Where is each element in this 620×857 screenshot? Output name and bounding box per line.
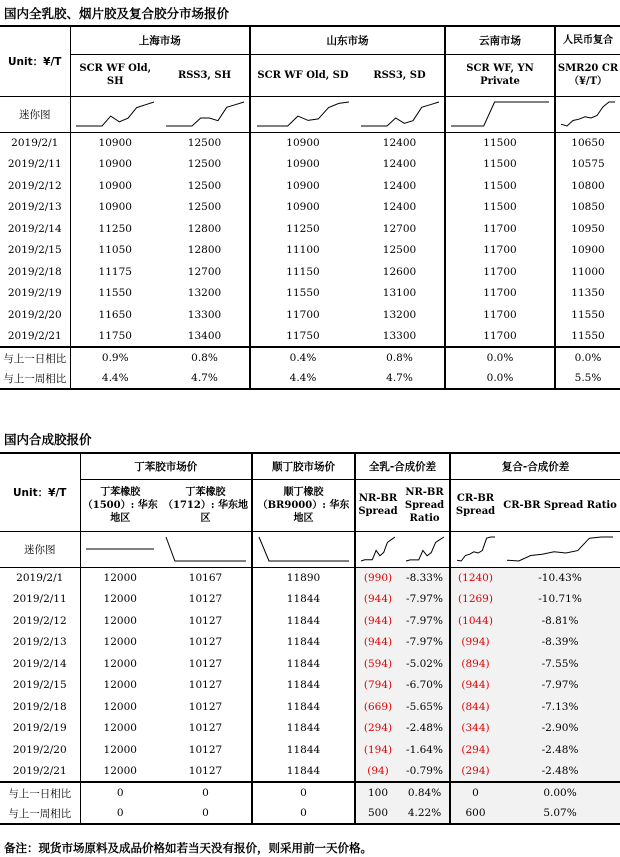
cell-value: (294) xyxy=(355,718,400,740)
cell-value: (294) xyxy=(450,739,500,761)
sparkline-path xyxy=(406,537,444,561)
col-header: CR-BR Spread Ratio xyxy=(500,479,620,531)
cell-value: (594) xyxy=(355,653,400,675)
sparkline-path xyxy=(76,102,154,126)
table2-title: 国内合成胶报价 xyxy=(4,432,92,447)
cell-value: 12600 xyxy=(382,265,417,278)
sparkline xyxy=(403,534,447,564)
cell-value: 10127 xyxy=(188,593,223,606)
cell-value: 12400 xyxy=(382,179,417,192)
cell-value: 0.0% xyxy=(445,347,555,368)
cell-value: -2.48% xyxy=(400,718,450,740)
cell-value: 11175 xyxy=(70,261,160,283)
row-label: 与上一周相比 xyxy=(0,368,70,389)
cell-value: 11844 xyxy=(252,653,355,675)
cell-value: 12000 xyxy=(80,739,160,761)
cell-value: 12500 xyxy=(187,179,222,192)
cell-value: (194) xyxy=(355,739,400,761)
cell-value: 11250 xyxy=(70,218,160,240)
table-row xyxy=(0,675,620,697)
cell-value: 0 xyxy=(160,803,252,824)
sparkline xyxy=(163,99,247,129)
cell-value: 11700 xyxy=(445,240,555,262)
cell-value: 11844 xyxy=(252,632,355,654)
cell-value: (844) xyxy=(450,696,500,718)
cell-value: 4.4% xyxy=(70,368,160,389)
col-header: SCR WF Old, SH xyxy=(70,54,160,96)
table-row xyxy=(0,696,620,718)
change-row-week xyxy=(0,803,620,824)
cell-value: 0 xyxy=(80,803,160,824)
table-row xyxy=(0,589,620,611)
row-label: 2019/2/15 xyxy=(7,244,62,257)
sparkline-path xyxy=(451,102,549,126)
row-label: 2019/2/12 xyxy=(12,614,67,627)
cell-value: -7.97% xyxy=(400,632,450,654)
row-label: 2019/2/20 xyxy=(12,743,67,756)
cell-value: 10850 xyxy=(555,197,620,219)
cell-value: 11700 xyxy=(445,261,555,283)
cell-value: 10900 xyxy=(70,132,160,154)
cell-value: (944) xyxy=(450,675,500,697)
cell-value: 0 xyxy=(450,782,500,803)
cell-value: 13300 xyxy=(382,329,417,342)
cell-value: 11844 xyxy=(252,739,355,761)
cell-value: (990) xyxy=(355,567,400,589)
cell-value: 12500 xyxy=(382,244,417,257)
cell-value: 0.8% xyxy=(355,347,445,368)
cell-value: 0.00% xyxy=(500,782,620,803)
cell-value: 11844 xyxy=(252,718,355,740)
sparkline xyxy=(454,534,498,564)
cell-value: 12800 xyxy=(187,222,222,235)
col-header: SMR20 CR（¥/T） xyxy=(555,54,620,96)
sparkline xyxy=(358,99,442,129)
col-header: 丁苯橡胶（1712）: 华东地区 xyxy=(160,479,252,531)
cell-value: -0.79% xyxy=(400,761,450,783)
row-label: 与上一日相比 xyxy=(0,782,80,803)
cell-value: 12700 xyxy=(382,222,417,235)
table-row xyxy=(0,197,620,219)
cell-value: 11844 xyxy=(252,610,355,632)
group-header-composite: 人民币复合 xyxy=(555,26,620,54)
cell-value: -2.48% xyxy=(500,761,620,783)
cell-value: 10127 xyxy=(188,722,223,735)
sparkline xyxy=(163,534,249,564)
col-header: CR-BR Spread xyxy=(450,479,500,531)
table-row xyxy=(0,154,620,176)
table-row xyxy=(0,261,620,283)
cell-value: 10800 xyxy=(555,175,620,197)
sparkline-path xyxy=(257,102,349,126)
cell-value: (1240) xyxy=(450,567,500,589)
cell-value: 11844 xyxy=(252,696,355,718)
cell-value: 13200 xyxy=(382,308,417,321)
col-header: NR-BR Spread Ratio xyxy=(400,479,450,531)
row-label: 2019/2/11 xyxy=(12,593,67,606)
row-label: 2019/2/18 xyxy=(12,700,67,713)
cell-value: -10.71% xyxy=(500,589,620,611)
cell-value: 11750 xyxy=(70,326,160,348)
sparkline xyxy=(358,534,398,564)
row-label: 2019/2/20 xyxy=(7,308,62,321)
cell-value: 13300 xyxy=(187,308,222,321)
cell-value: 500 xyxy=(355,803,400,824)
cell-value: 4.4% xyxy=(250,368,355,389)
group-header-cr-spread: 复合-合成价差 xyxy=(450,453,620,479)
cell-value: 11050 xyxy=(70,240,160,262)
cell-value: 12500 xyxy=(187,201,222,214)
cell-value: (669) xyxy=(355,696,400,718)
row-label: 与上一日相比 xyxy=(0,347,70,368)
cell-value: 11550 xyxy=(555,326,620,348)
cell-value: 5.07% xyxy=(500,803,620,824)
cell-value: 12000 xyxy=(80,761,160,783)
cell-value: -10.43% xyxy=(500,567,620,589)
cell-value: 10650 xyxy=(555,132,620,154)
cell-value: 12000 xyxy=(80,696,160,718)
cell-value: (994) xyxy=(450,632,500,654)
mini-chart-label: 迷你图 xyxy=(0,96,70,132)
cell-value: 12000 xyxy=(80,675,160,697)
cell-value: 12000 xyxy=(80,632,160,654)
cell-value: 10167 xyxy=(188,572,223,584)
table-row xyxy=(0,653,620,675)
cell-value: 13100 xyxy=(382,287,417,300)
table-row xyxy=(0,567,620,589)
group-header-shandong: 山东市场 xyxy=(250,26,445,54)
cell-value: -8.33% xyxy=(400,567,450,589)
cell-value: 10127 xyxy=(188,614,223,627)
sparkline-path xyxy=(166,102,244,126)
cell-value: 0 xyxy=(160,782,252,803)
cell-value: 0.84% xyxy=(400,782,450,803)
cell-value: 10900 xyxy=(70,154,160,176)
cell-value: -2.90% xyxy=(500,718,620,740)
cell-value: 11500 xyxy=(445,132,555,154)
change-row-day xyxy=(0,347,620,368)
cell-value: 12000 xyxy=(80,718,160,740)
sparkline xyxy=(254,99,352,129)
cell-value: 11150 xyxy=(250,261,355,283)
cell-value: 10127 xyxy=(188,764,223,777)
sparkline-path xyxy=(457,537,495,561)
cell-value: 11700 xyxy=(445,326,555,348)
cell-value: 10127 xyxy=(188,743,223,756)
cell-value: 11550 xyxy=(555,304,620,326)
cell-value: 11100 xyxy=(250,240,355,262)
unit-label: Unit：¥/T xyxy=(0,26,70,96)
group-header-br: 顺丁胶市场价 xyxy=(252,453,355,479)
row-label: 2019/2/19 xyxy=(7,287,62,300)
sparkline-path xyxy=(561,102,615,126)
cell-value: (794) xyxy=(355,675,400,697)
table-row xyxy=(0,326,620,348)
sparkline xyxy=(448,99,552,129)
cell-value: 5.5% xyxy=(555,368,620,389)
cell-value: (944) xyxy=(355,610,400,632)
cell-value: -8.39% xyxy=(500,632,620,654)
cell-value: 10127 xyxy=(188,679,223,692)
cell-value: 4.7% xyxy=(160,368,250,389)
table-row xyxy=(0,175,620,197)
cell-value: 12700 xyxy=(187,265,222,278)
cell-value: 10950 xyxy=(555,218,620,240)
cell-value: 10900 xyxy=(250,197,355,219)
table-row xyxy=(0,739,620,761)
cell-value: -6.70% xyxy=(400,675,450,697)
cell-value: 0 xyxy=(252,782,355,803)
row-label: 2019/2/13 xyxy=(7,201,62,214)
sparkline-path xyxy=(361,537,395,561)
cell-value: 12400 xyxy=(382,201,417,214)
cell-value: (344) xyxy=(450,718,500,740)
cell-value: 0.0% xyxy=(555,347,620,368)
cell-value: 12000 xyxy=(80,567,160,589)
row-label: 2019/2/14 xyxy=(7,222,62,235)
table-row xyxy=(0,761,620,783)
cell-value: (894) xyxy=(450,653,500,675)
cell-value: 11500 xyxy=(445,154,555,176)
cell-value: 12400 xyxy=(382,137,417,149)
cell-value: 12000 xyxy=(80,589,160,611)
cell-value: 12000 xyxy=(80,610,160,632)
cell-value: 11500 xyxy=(445,197,555,219)
unit-label: Unit：¥/T xyxy=(0,453,80,531)
cell-value: -7.97% xyxy=(500,675,620,697)
cell-value: 12400 xyxy=(382,158,417,171)
cell-value: 100 xyxy=(355,782,400,803)
cell-value: 4.7% xyxy=(355,368,445,389)
sparkline xyxy=(558,99,618,129)
sparkline xyxy=(256,534,352,564)
sparkline-path xyxy=(361,102,439,126)
cell-value: 600 xyxy=(450,803,500,824)
table-row xyxy=(0,304,620,326)
table-row xyxy=(0,718,620,740)
sparkline xyxy=(73,99,157,129)
cell-value: 10575 xyxy=(555,154,620,176)
cell-value: 13200 xyxy=(187,287,222,300)
cell-value: -2.48% xyxy=(500,739,620,761)
group-header-sbr: 丁苯胶市场价 xyxy=(80,453,252,479)
cell-value: 4.22% xyxy=(400,803,450,824)
cell-value: 11650 xyxy=(70,304,160,326)
cell-value: (944) xyxy=(355,589,400,611)
cell-value: 12800 xyxy=(187,244,222,257)
cell-value: 11844 xyxy=(252,675,355,697)
cell-value: 11890 xyxy=(252,567,355,589)
cell-value: 11750 xyxy=(250,326,355,348)
cell-value: -5.65% xyxy=(400,696,450,718)
row-label: 2019/2/14 xyxy=(12,657,67,670)
group-header-nr-spread: 全乳-合成价差 xyxy=(355,453,450,479)
table1-title: 国内全乳胶、烟片胶及复合胶分市场报价 xyxy=(4,6,230,21)
table-row xyxy=(0,632,620,654)
cell-value: 10127 xyxy=(188,636,223,649)
col-header: 丁苯橡胶（1500）: 华东地区 xyxy=(80,479,160,531)
row-label: 2019/2/1 xyxy=(11,137,59,149)
sparkline xyxy=(83,534,157,564)
row-label: 2019/2/15 xyxy=(12,679,67,692)
cell-value: 11700 xyxy=(445,283,555,305)
col-header: SCR WF, YN Private xyxy=(445,54,555,96)
cell-value: 0 xyxy=(252,803,355,824)
cell-value: 0 xyxy=(80,782,160,803)
cell-value: 11500 xyxy=(445,175,555,197)
col-header: 顺丁橡胶（BR9000）: 华东地区 xyxy=(252,479,355,531)
row-label: 2019/2/12 xyxy=(7,179,62,192)
cell-value: -7.55% xyxy=(500,653,620,675)
sparkline-path xyxy=(166,537,246,561)
cell-value: 10900 xyxy=(70,175,160,197)
cell-value: 11000 xyxy=(555,261,620,283)
row-label: 2019/2/21 xyxy=(12,764,67,777)
cell-value: 11844 xyxy=(252,761,355,783)
cell-value: 11550 xyxy=(70,283,160,305)
cell-value: 11250 xyxy=(250,218,355,240)
cell-value: 0.0% xyxy=(445,368,555,389)
sparkline-path xyxy=(507,537,613,561)
cell-value: 12000 xyxy=(80,653,160,675)
change-row-day xyxy=(0,782,620,803)
cell-value: (944) xyxy=(355,632,400,654)
cell-value: 10900 xyxy=(555,240,620,262)
table-row xyxy=(0,218,620,240)
cell-value: (94) xyxy=(355,761,400,783)
cell-value: 10900 xyxy=(250,175,355,197)
cell-value: 0.9% xyxy=(70,347,160,368)
cell-value: 11700 xyxy=(445,304,555,326)
cell-value: -5.02% xyxy=(400,653,450,675)
cell-value: -8.81% xyxy=(500,610,620,632)
row-label: 2019/2/19 xyxy=(12,722,67,735)
cell-value: 0.8% xyxy=(160,347,250,368)
col-header: SCR WF Old, SD xyxy=(250,54,355,96)
cell-value: 11550 xyxy=(250,283,355,305)
cell-value: 10127 xyxy=(188,700,223,713)
synthetic-rubber-table xyxy=(0,452,620,825)
row-label: 2019/2/1 xyxy=(16,572,64,584)
cell-value: 11700 xyxy=(445,218,555,240)
footnote: 备注：现货市场原料及成品价格如若当天没有报价，则采用前一天价格。 xyxy=(4,841,372,855)
row-label: 2019/2/18 xyxy=(7,265,62,278)
cell-value: 12500 xyxy=(187,158,222,171)
cell-value: 12500 xyxy=(187,137,222,149)
cell-value: (1044) xyxy=(450,610,500,632)
table-row xyxy=(0,240,620,262)
col-header: RSS3, SH xyxy=(160,54,250,96)
cell-value: (294) xyxy=(450,761,500,783)
cell-value: 10900 xyxy=(250,154,355,176)
cell-value: 11350 xyxy=(555,283,620,305)
cell-value: 10900 xyxy=(250,132,355,154)
sparkline xyxy=(504,534,616,564)
cell-value: -7.13% xyxy=(500,696,620,718)
mini-chart-label: 迷你图 xyxy=(0,531,80,567)
row-label: 2019/2/11 xyxy=(7,158,62,171)
table-row xyxy=(0,132,620,154)
sparkline-path xyxy=(259,537,349,561)
cell-value: (1269) xyxy=(450,589,500,611)
cell-value: -7.97% xyxy=(400,589,450,611)
col-header: RSS3, SD xyxy=(355,54,445,96)
col-header: NR-BR Spread xyxy=(355,479,400,531)
rubber-price-table xyxy=(0,25,620,390)
cell-value: 11700 xyxy=(250,304,355,326)
group-header-shanghai: 上海市场 xyxy=(70,26,250,54)
cell-value: -7.97% xyxy=(400,610,450,632)
cell-value: 13400 xyxy=(187,329,222,342)
change-row-week xyxy=(0,368,620,389)
cell-value: 10900 xyxy=(70,197,160,219)
row-label: 与上一周相比 xyxy=(0,803,80,824)
table-row xyxy=(0,283,620,305)
table-row xyxy=(0,610,620,632)
row-label: 2019/2/13 xyxy=(12,636,67,649)
cell-value: 10127 xyxy=(188,657,223,670)
group-header-yunnan: 云南市场 xyxy=(445,26,555,54)
cell-value: 11844 xyxy=(252,589,355,611)
row-label: 2019/2/21 xyxy=(7,329,62,342)
cell-value: -1.64% xyxy=(400,739,450,761)
cell-value: 0.4% xyxy=(250,347,355,368)
